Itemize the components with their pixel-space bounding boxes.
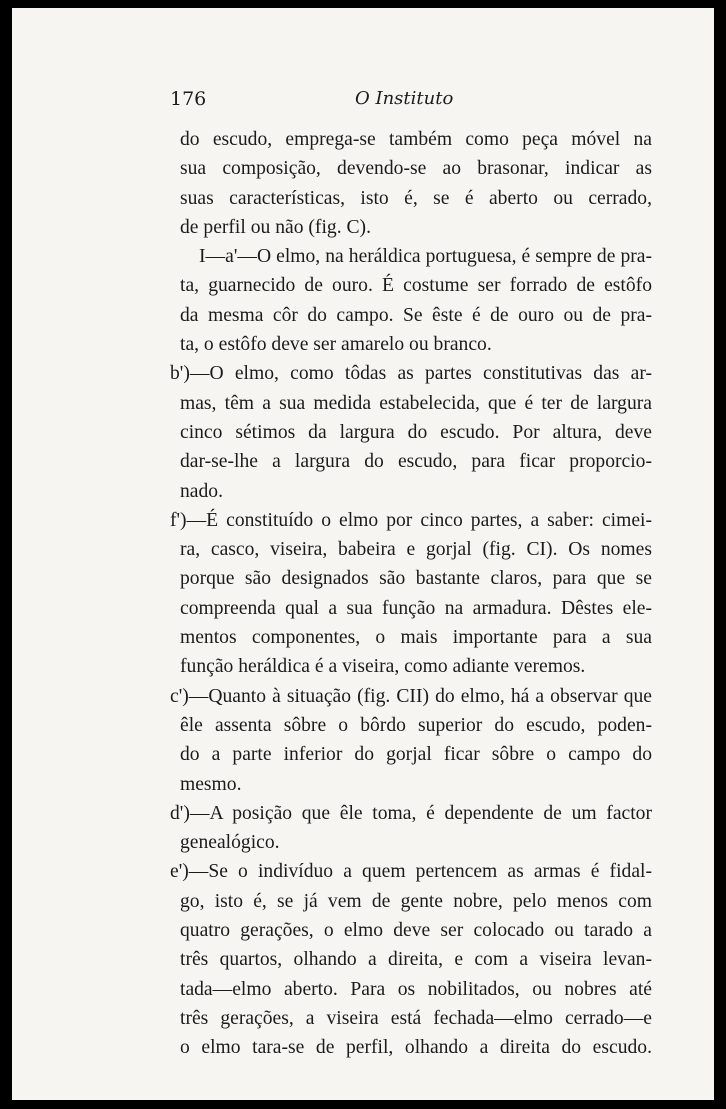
text-line: d')—A posição que êle toma, é dependente de um factor: [170, 802, 652, 824]
text-line: três quartos, olhando a direita, e com a viseira levan-: [180, 949, 652, 971]
text-line: do a parte inferior do gorjal ficar sôbre o campo do: [180, 744, 652, 766]
text-line: mas, têm a sua medida estabelecida, que é ter de largura: [180, 392, 652, 414]
text-line: ta, o estôfo deve ser amarelo ou branco.: [180, 334, 492, 356]
text-line: cinco sétimos da largura do escudo. Por altura, deve: [180, 421, 652, 443]
text-line: go, isto é, se já vem de gente nobre, pelo menos com: [180, 890, 652, 912]
text-line: êle assenta sôbre o bôrdo superior do escudo, poden-: [180, 714, 652, 736]
text-line: função heráldica é a viseira, como adiante veremos.: [180, 656, 586, 678]
text-line: ta, guarnecido de ouro. É costume ser forrado de estôfo: [180, 275, 652, 297]
body-text: [162, 125, 652, 1063]
text-line: dar-se-lhe a largura do escudo, para ficar proporcio-: [180, 451, 652, 473]
text-line: f')—É constituído o elmo por cinco partes, a saber: cimei-: [170, 509, 652, 531]
text-line: quatro gerações, o elmo deve ser colocado ou tarado a: [180, 920, 652, 942]
text-line: compreenda qual a sua função na armadura. Dêstes ele-: [180, 597, 652, 619]
text-line: tada—elmo aberto. Para os nobilitados, ou nobres até: [180, 978, 652, 1000]
text-line: ra, casco, viseira, babeira e gorjal (fig. CI). Os nomes: [180, 539, 652, 561]
page-number: 176: [170, 88, 207, 110]
text-line: c')—Quanto à situação (fig. CII) do elmo, há a observar que: [170, 685, 652, 707]
text-line: de perfil ou não (fig. C).: [180, 216, 371, 238]
text-line: mentos componentes, o mais importante para a sua: [180, 627, 652, 649]
text-line: da mesma côr do campo. Se êste é de ouro ou de pra-: [180, 304, 652, 326]
text-line: três gerações, a viseira está fechada—elmo cerrado—e: [180, 1007, 652, 1029]
text-line: o elmo tara-se de perfil, olhando a direita do escudo.: [180, 1037, 652, 1059]
text-line: suas características, isto é, se é aberto ou cerrado,: [180, 187, 652, 209]
running-title: O Instituto: [355, 88, 454, 109]
text-line: e')—Se o indivíduo a quem pertencem as armas é fidal-: [170, 861, 652, 883]
text-line: mesmo.: [180, 773, 242, 795]
text-line: b')—O elmo, como tôdas as partes constitutivas das ar-: [170, 363, 652, 385]
book-page: [12, 8, 714, 1100]
text-line: genealógico.: [180, 832, 280, 854]
text-line: sua composição, devendo-se ao brasonar, indicar as: [180, 158, 652, 180]
text-line: I—a'—O elmo, na heráldica portuguesa, é sempre de pra-: [199, 246, 652, 268]
text-line: do escudo, emprega-se também como peça móvel na: [180, 129, 652, 150]
text-line: nado.: [180, 480, 223, 502]
text-line: porque são designados são bastante claros, para que se: [180, 568, 652, 590]
